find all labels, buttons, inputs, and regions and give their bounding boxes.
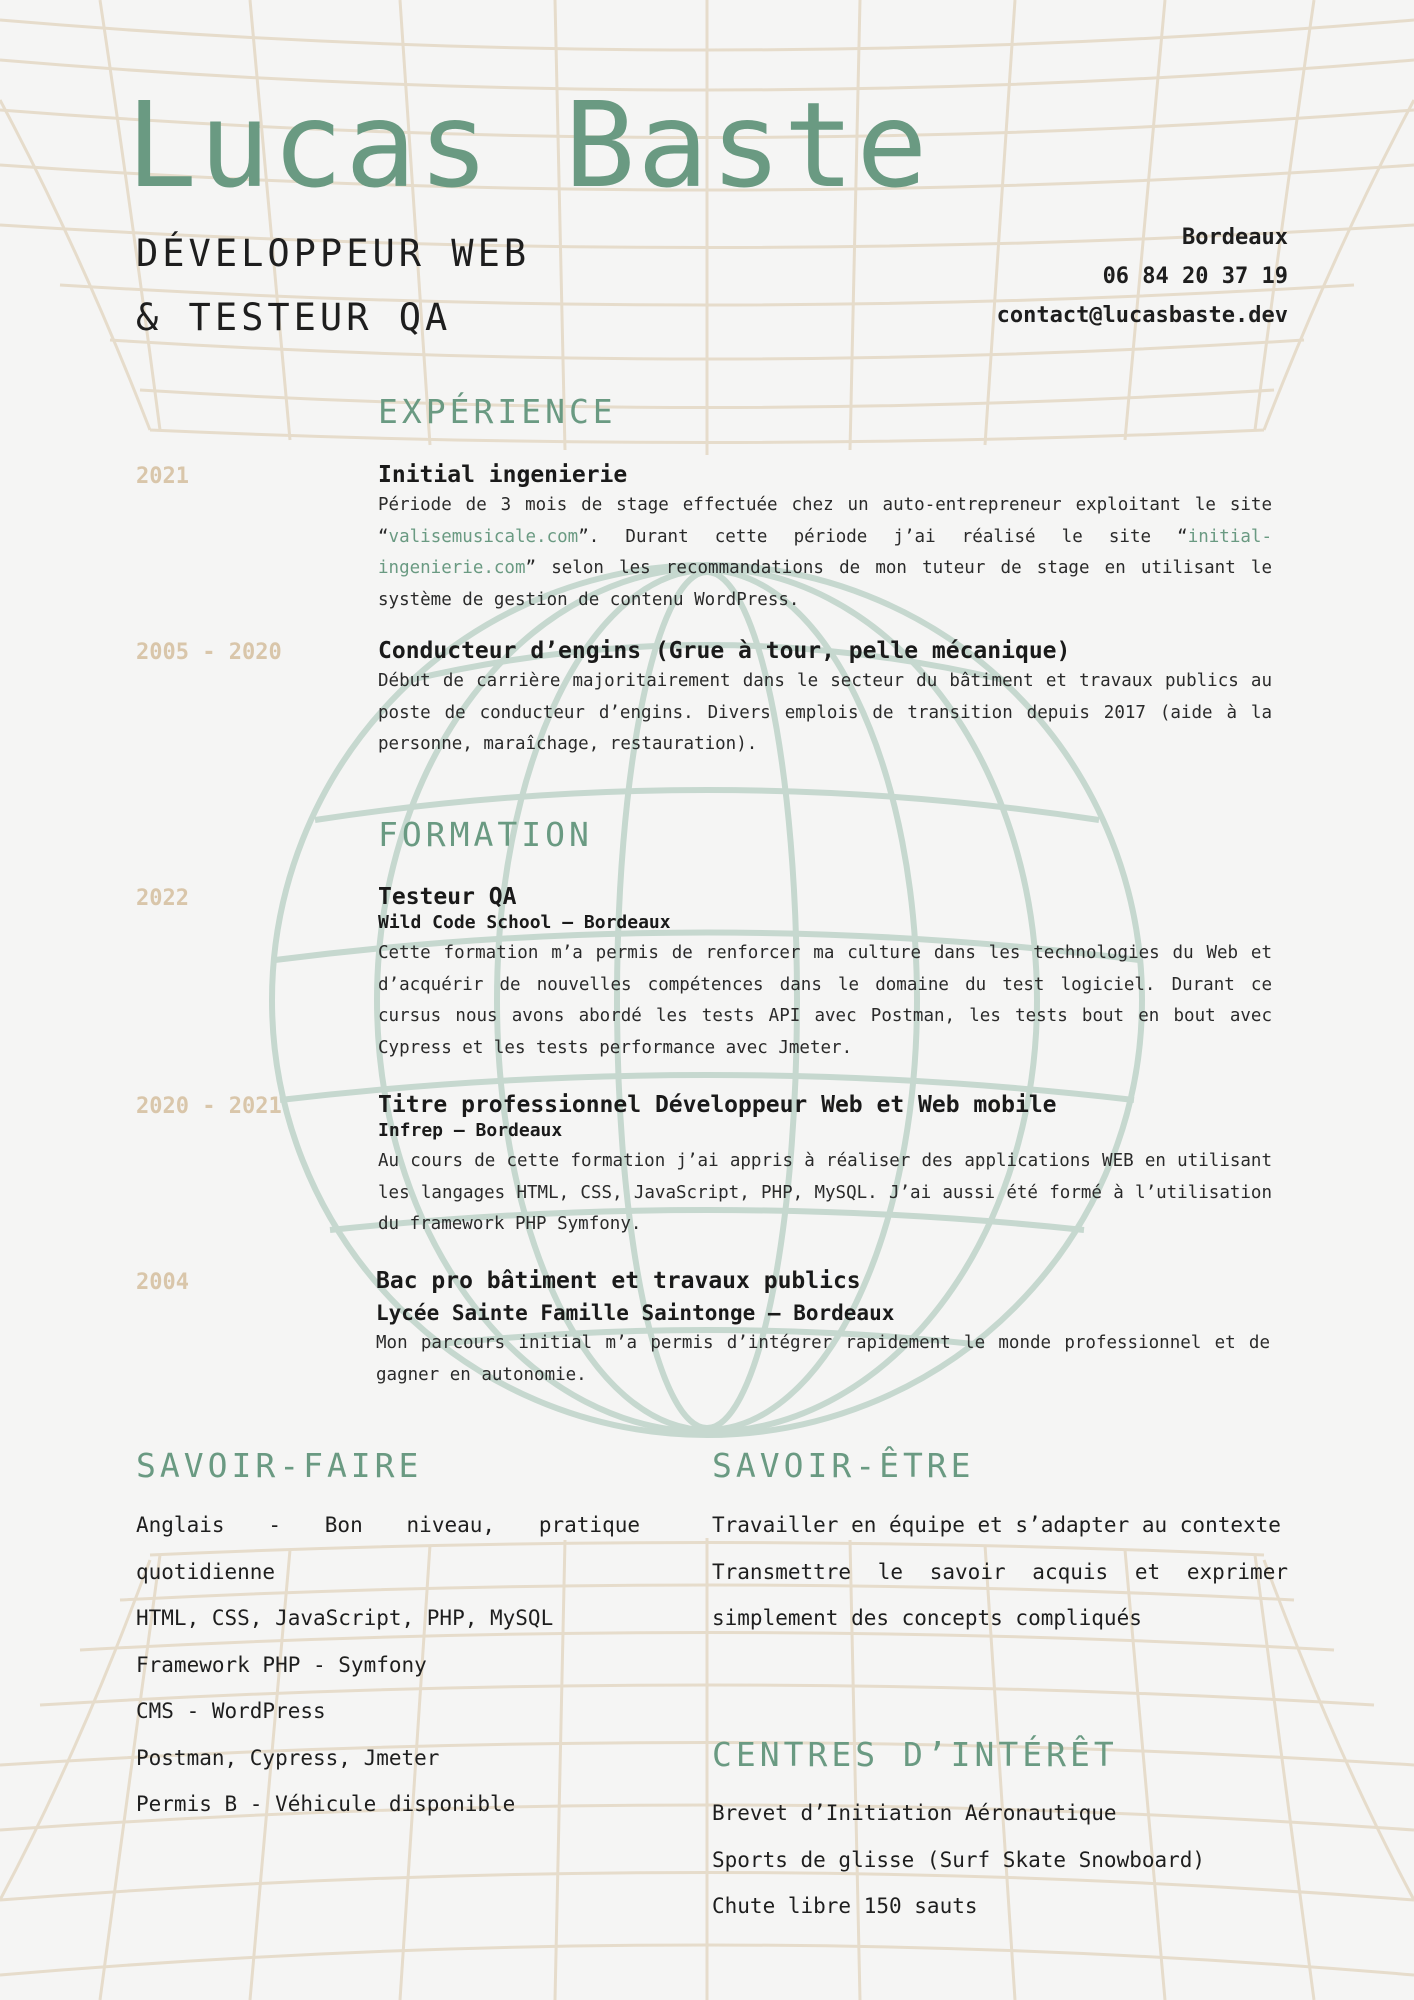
list-item: Framework PHP - Symfony [136, 1652, 427, 1677]
list-item: HTML, CSS, JavaScript, PHP, MySQL [136, 1606, 554, 1630]
formation-description: Au cours de cette formation j’ai appris à réaliser des applications WEB en utilisant les langages HTML, CSS, JavaScript, PHP, MySQL. J’ai aussi été formé à l’utilisation du framework PHP Symfony. [378, 1151, 1272, 1234]
experience-description: Début de carrière majoritairement dans le secteur du bâtiment et travaux publics au poste de conducteur d’engins. Divers emplois de transition depuis 2017 (aide à la personne, maraîchage, restauration). [378, 671, 1272, 754]
formation-title: Testeur QA [378, 884, 517, 910]
list-item: Brevet d’Initiation Aéronautique [712, 1801, 1117, 1825]
formation-year: 2004 [136, 1270, 189, 1295]
list-item: Postman, Cypress, Jmeter [136, 1745, 440, 1770]
formation-year: 2020 - 2021 [136, 1094, 282, 1119]
savoir-etre-list [712, 1502, 1288, 1642]
job-title-line-2: & TESTEUR QA [136, 296, 452, 339]
savoir-etre-heading: SAVOIR-ÊTRE [712, 1446, 975, 1485]
interets-list [712, 1790, 1288, 1930]
contact-phone[interactable]: 06 84 20 37 19 [1102, 264, 1288, 289]
experience-title: Conducteur d’engins (Grue à tour, pelle mécanique) [378, 638, 1071, 664]
interets-heading: CENTRES D’INTÉRÊT [712, 1735, 1118, 1774]
experience-title: Initial ingenierie [378, 462, 628, 488]
formation-entry [378, 882, 1272, 1064]
contact-block [997, 218, 1288, 335]
formation-title: Bac pro bâtiment et travaux publics [376, 1268, 861, 1294]
experience-description: Période de 3 mois de stage effectuée chez un auto-entrepreneur exploitant le site “valisemusicale.com”. Durant cette période j’ai réalisé le site “initial-ingenierie.com” selon les recommandations de mon tuteur de stage en utilisant le système de gestion de contenu WordPress. [378, 495, 1272, 610]
candidate-name: Lucas Baste [126, 76, 930, 214]
formation-title: Titre professionnel Développeur Web et Web mobile [378, 1092, 1057, 1118]
formation-entry [376, 1266, 1270, 1391]
formation-description: Mon parcours initial m’a permis d’intégrer rapidement le monde professionnel et de gagner en autonomie. [376, 1333, 1270, 1385]
savoir-faire-list [136, 1502, 640, 1828]
list-item: Anglais - Bon niveau, pratique quotidienne [136, 1513, 640, 1584]
formation-school: Infrep – Bordeaux [378, 1120, 563, 1141]
experience-entry [378, 460, 1272, 616]
formation-entry [378, 1090, 1272, 1241]
formation-school: Wild Code School – Bordeaux [378, 912, 671, 933]
experience-year: 2005 - 2020 [136, 640, 282, 665]
list-item: Sports de glisse (Surf Skate Snowboard) [712, 1847, 1206, 1872]
savoir-faire-heading: SAVOIR-FAIRE [136, 1446, 423, 1485]
job-title [136, 222, 530, 350]
list-item: CMS - WordPress [136, 1699, 326, 1723]
list-item: Chute libre 150 sauts [712, 1894, 978, 1918]
formation-heading: FORMATION [378, 815, 593, 854]
formation-school: Lycée Sainte Famille Saintonge – Bordeaux [376, 1301, 895, 1325]
list-item: Travailler en équipe et s’adapter au contexte [712, 1513, 1281, 1537]
contact-city: Bordeaux [1182, 225, 1288, 250]
experience-entry [378, 636, 1272, 761]
experience-heading: EXPÉRIENCE [378, 392, 617, 431]
experience-year: 2021 [136, 464, 189, 489]
list-item: Permis B - Véhicule disponible [136, 1792, 516, 1816]
valisemusicale-link[interactable]: valisemusicale.com [388, 526, 579, 547]
list-item: Transmettre le savoir acquis et exprimer simplement des concepts compliqués [712, 1559, 1288, 1630]
formation-description: Cette formation m’a permis de renforcer ma culture dans les technologies du Web et d’acquérir de nouvelles compétences dans le domaine du test logiciel. Durant ce cursus nous avons abordé les tests API avec Postman, les tests bout en bout avec Cypress et les tests performance avec Jmeter. [378, 943, 1272, 1058]
formation-year: 2022 [136, 886, 189, 911]
contact-email[interactable]: contact@lucasbaste.dev [996, 303, 1288, 328]
job-title-line-1: DÉVELOPPEUR WEB [136, 232, 531, 275]
initial-ingenierie-link[interactable]: initial-ingenierie.com [378, 526, 1272, 578]
